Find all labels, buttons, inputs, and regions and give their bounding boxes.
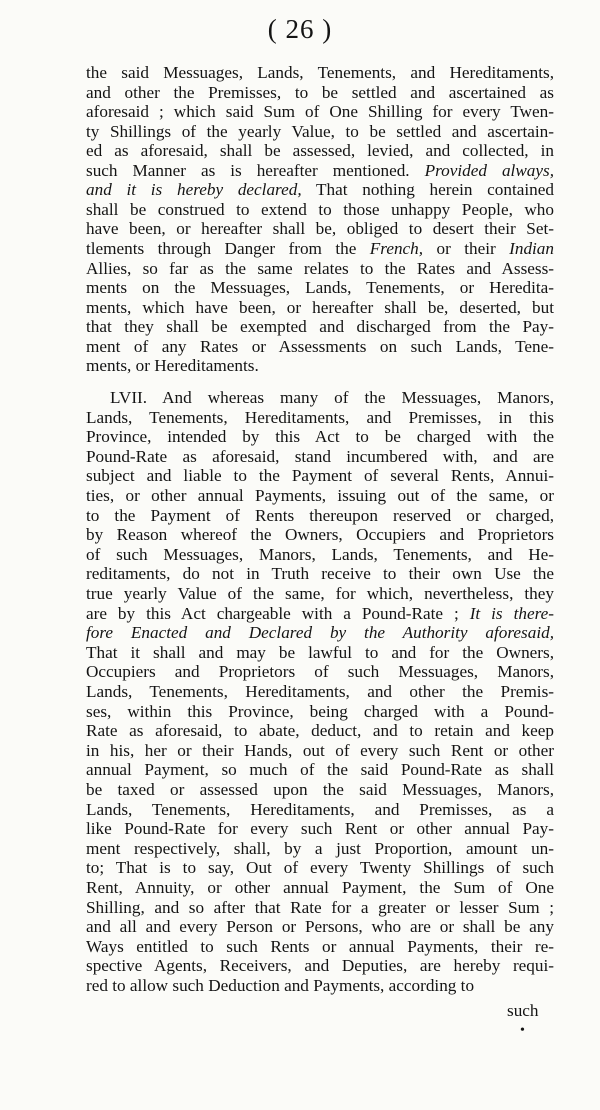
text-run: aforesaid ; which said Sum of One Shilling for every Twen- xyxy=(86,102,554,122)
text-run: ties, or other annual Payments, issuing out of the same, or xyxy=(86,486,554,505)
text-run: ments, which have been, or hereafter shall be, deserted, but xyxy=(86,297,554,317)
text-run: Rate as aforesaid, to abate, deduct, and to retain and keep xyxy=(86,721,554,741)
text-run: ments on the Messuages, Lands, Tenements, or Heredita- xyxy=(86,278,554,298)
text-run: ses, within this Province, being charged with a Pound- xyxy=(86,701,554,721)
printer-mark: • xyxy=(520,1023,525,1038)
italic-text: It is there- xyxy=(469,603,554,623)
text-run: or their xyxy=(423,239,510,258)
text-run: Province, intended by this Act to be charged with the xyxy=(86,427,554,447)
italic-text: Provided always, xyxy=(424,160,555,180)
text-run: are by this Act chargeable with a Pound-Rate ; xyxy=(86,603,470,623)
text-run: red to allow such Deduction and Payments, according to xyxy=(86,976,475,995)
text-run: have been, or hereafter shall be, obliged to desert their Set- xyxy=(86,219,554,239)
text-run: ed as aforesaid, shall be assessed, levied, and collected, in xyxy=(86,141,554,161)
italic-text: Indian xyxy=(509,239,554,258)
catchword: such xyxy=(507,1001,539,1020)
italic-text: French, xyxy=(369,239,424,258)
italic-text: and it is hereby declared, xyxy=(86,180,302,200)
text-run: true yearly Value of the same, for which, nevertheless, they xyxy=(86,584,554,603)
text-run: of such Messuages, Manors, Lands, Tenements, and He- xyxy=(86,544,554,564)
text-run: and other the Premisses, to be settled and ascertained as xyxy=(86,82,554,102)
text-run: Occupiers and Proprietors of such Messuages, Manors, xyxy=(86,662,554,682)
text-run: be taxed or assessed upon the said Messuages, Manors, xyxy=(86,780,554,799)
text-run: Ways entitled to such Rents or annual Payments, their re- xyxy=(86,936,554,956)
text-run: subject and liable to the Payment of several Rents, Annui- xyxy=(86,466,554,486)
text-run: reditaments, do not in Truth receive to their own Use the xyxy=(86,564,554,584)
text-run: shall be construed to extend to those unhappy People, who xyxy=(86,199,554,219)
text-run: and all and every Person or Persons, who are or shall be any xyxy=(86,917,554,937)
text-line xyxy=(86,355,554,377)
text-run: Pound-Rate as aforesaid, stand incumbered with, and are xyxy=(86,446,554,466)
text-run: to; That is to say, Out of every Twenty Shillings of such xyxy=(86,858,554,878)
text-run: That nothing herein contained xyxy=(301,180,554,200)
text-run: Lands, Tenements, Hereditaments, and Premisses, in this xyxy=(86,407,554,427)
text-run: Lands, Tenements, Hereditaments, and other the Premis- xyxy=(86,682,554,701)
text-run: to the Payment of Rents thereupon reserved or charged, xyxy=(86,505,554,525)
text-run: ment respectively, shall, by a just Proportion, amount un- xyxy=(86,838,554,858)
text-run: that they shall be exempted and discharged from the Pay- xyxy=(86,317,554,337)
text-run: Allies, so far as the same relates to the Rates and Assess- xyxy=(86,258,554,278)
text-run: annual Payment, so much of the said Pound-Rate as shall xyxy=(86,760,554,780)
text-run: ment of any Rates or Assessments on such Lands, Tene- xyxy=(86,336,554,356)
text-run: like Pound-Rate for every such Rent or other annual Pay- xyxy=(86,819,554,839)
text-run: That it shall and may be lawful to and for the Owners, xyxy=(86,642,554,662)
italic-text: fore Enacted and Declared by the Authority aforesaid, xyxy=(86,623,554,643)
text-run: such Manner as is hereafter mentioned. xyxy=(86,160,425,180)
text-run: the said Messuages, Lands, Tenements, and Hereditaments, xyxy=(86,63,554,82)
text-run: Rent, Annuity, or other annual Payment, the Sum of One xyxy=(86,878,554,897)
text-line xyxy=(86,975,554,997)
text-run: ments, or Hereditaments. xyxy=(86,356,259,376)
text-run: spective Agents, Receivers, and Deputies, are hereby requi- xyxy=(86,956,554,976)
page-number: ( 26 ) xyxy=(267,14,333,44)
text-run: LVII. And whereas many of the Messuages, Manors, xyxy=(110,388,554,407)
text-run: Shilling, and so after that Rate for a greater or lesser Sum ; xyxy=(86,897,554,917)
text-run: ty Shillings of the yearly Value, to be settled and ascertain- xyxy=(86,121,554,141)
text-run: tlements through Danger from the xyxy=(86,239,370,258)
text-run: by Reason whereof the Owners, Occupiers and Proprietors xyxy=(86,525,554,545)
text-run: Lands, Tenements, Hereditaments, and Premisses, as a xyxy=(86,799,554,819)
text-run: in his, her or their Hands, out of every such Rent or other xyxy=(86,740,554,760)
